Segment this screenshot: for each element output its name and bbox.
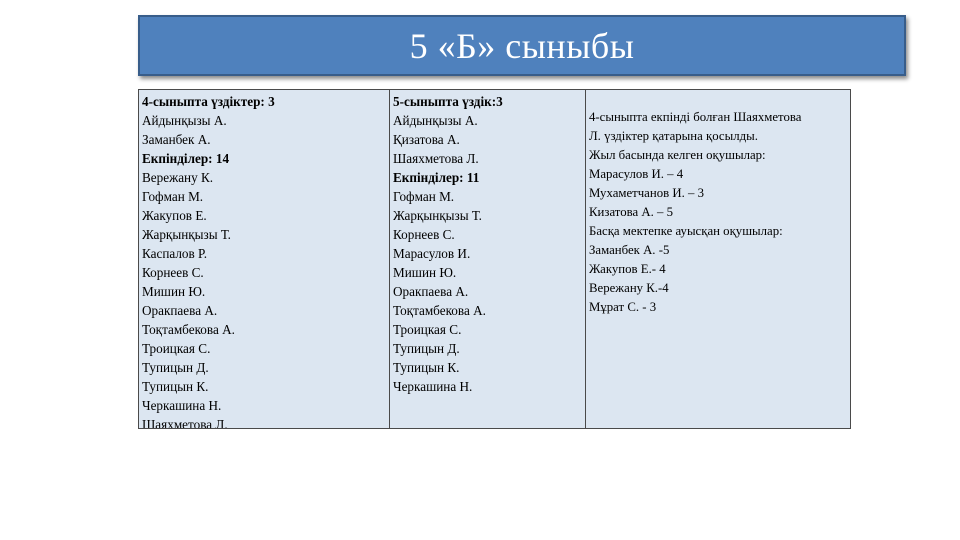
table-heading-line: 4-сыныпта үздіктер: 3 [142, 94, 275, 109]
table-line: Мишин Ю. [393, 265, 457, 280]
table-line: Троицкая С. [142, 341, 211, 356]
table-line: Марасулов И. – 4 [589, 167, 684, 181]
table-line: Айдынқызы А. [393, 113, 478, 128]
class-summary-table [138, 89, 851, 429]
table-line: Корнеев С. [142, 265, 204, 280]
table-line: Троицкая С. [393, 322, 462, 337]
table-line: Оракпаева А. [142, 303, 218, 318]
table-column-grade5 [389, 90, 585, 428]
table-line: Мұрат С. - 3 [589, 300, 657, 314]
table-heading-line: Екпінділер: 14 [142, 151, 230, 166]
table-line: Оракпаева А. [393, 284, 469, 299]
table-line: Айдынқызы А. [142, 113, 227, 128]
table-line: Каспалов Р. [142, 246, 208, 261]
table-line: Шаяхметова Л. [393, 151, 479, 166]
table-line: Черкашина Н. [393, 379, 473, 394]
table-line: Л. үздіктер қатарына қосылды. [589, 129, 758, 143]
slide-title: 5 «Б» сыныбы [409, 25, 635, 66]
table-line: Тоқтамбекова А. [142, 322, 235, 337]
table-line: Тоқтамбекова А. [393, 303, 486, 318]
table-line: Заманбек А. -5 [589, 243, 670, 257]
table-line: 4-сыныпта екпінді болған Шаяхметова [589, 110, 802, 124]
table-line: Вережану К.-4 [589, 281, 669, 295]
table-heading-line: 5-сыныпта үздік:3 [393, 94, 503, 109]
table-line: Гофман М. [393, 189, 455, 204]
table-line: Жыл басында келген оқушылар: [589, 148, 766, 162]
table-line: Жарқынқызы Т. [393, 208, 482, 223]
table-line: Жарқынқызы Т. [142, 227, 231, 242]
table-line: Черкашина Н. [142, 398, 222, 413]
table-line: Басқа мектепке ауысқан оқушылар: [589, 224, 783, 238]
table-heading-line: Екпінділер: 11 [393, 170, 480, 185]
table-line: Жакупов Е.- 4 [589, 262, 666, 276]
table-line: Гофман М. [142, 189, 204, 204]
table-column-notes [585, 90, 850, 428]
table-line: Марасулов И. [393, 246, 471, 261]
table-line: Мухаметчанов И. – 3 [589, 186, 704, 200]
title-banner [138, 15, 906, 76]
table-line: Тупицын Д. [393, 341, 460, 356]
table-line: Тупицын К. [393, 360, 460, 375]
table-line: Заманбек А. [142, 132, 211, 147]
table-line: Вережану К. [142, 170, 214, 185]
table-column-grade4 [139, 90, 389, 428]
table-line: Кизатова А. – 5 [589, 205, 673, 219]
table-line: Корнеев С. [393, 227, 455, 242]
table-line: Тупицын К. [142, 379, 209, 394]
table-line: Мишин Ю. [142, 284, 206, 299]
table-line: Жакупов Е. [142, 208, 207, 223]
table-line: Қизатова А. [393, 132, 460, 147]
table-line: Шаяхметова Л. [142, 417, 228, 428]
table-line: Тупицын Д. [142, 360, 209, 375]
